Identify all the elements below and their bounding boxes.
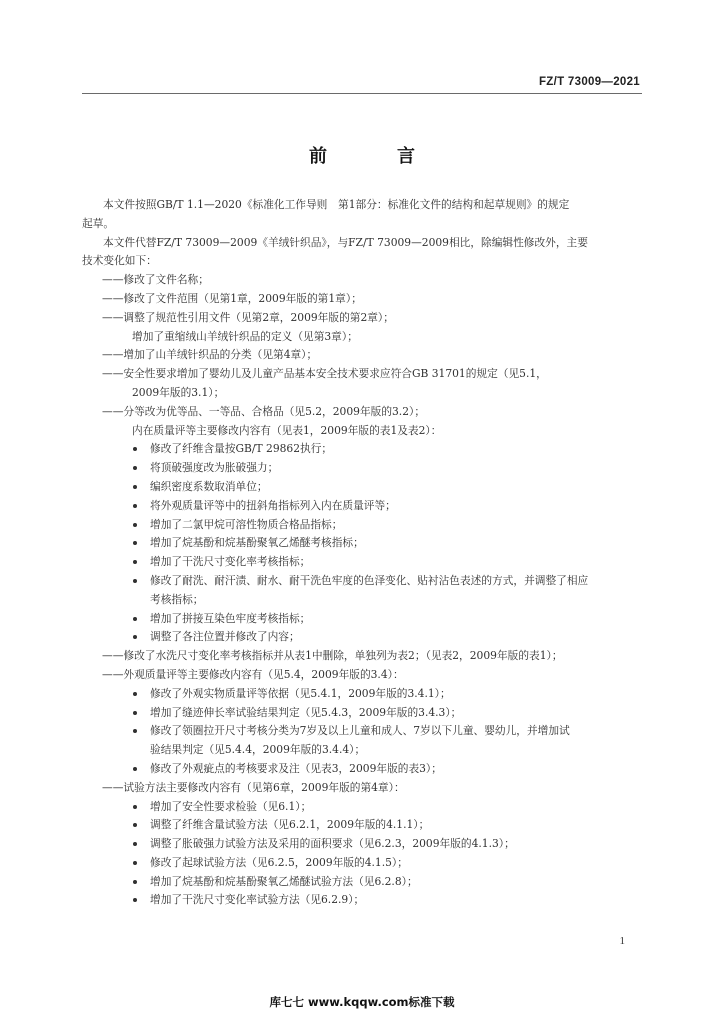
bullet-text: 调整了纤维含量试验方法（见6.2.1，2009年版的4.1.1）； <box>150 818 430 832</box>
bullet-item <box>82 534 642 553</box>
dash-list-continuation: 2009年版的3.1）； <box>132 385 225 399</box>
page-number: 1 <box>619 935 625 947</box>
bullet-text: 修改了耐洗、耐汗渍、耐水、耐干洗色牢度的色泽变化、贴衬沾色表述的方式，并调整了相应 <box>150 573 589 587</box>
header-rule <box>82 93 642 94</box>
bullet-item <box>82 478 642 497</box>
dash-list-item: ——安全性要求增加了婴幼儿及儿童产品基本安全技术要求应符合GB 31701的规定（见5.1， <box>102 367 547 381</box>
bullet-text: 调整了各注位置并修改了内容； <box>150 630 300 644</box>
bullet-item <box>82 854 642 873</box>
bullet-item <box>82 497 642 516</box>
dash-list-item: ——修改了文件名称； <box>102 273 209 287</box>
bullet-item <box>82 628 642 647</box>
dash-list-item: ——增加了山羊绒针织品的分类（见第4章）； <box>102 348 318 362</box>
bullet-item <box>82 722 642 741</box>
bullet-item <box>82 516 642 535</box>
bullet-text: 增加了缝迹伸长率试验结果判定（见5.4.3，2009年版的3.4.3）； <box>150 705 462 719</box>
bullet-dot-icon <box>133 805 137 809</box>
bullet-item <box>82 572 642 591</box>
bullet-text: 编织密度系数取消单位； <box>150 479 268 493</box>
bullet-text: 增加了安全性要求检验（见6.1）； <box>150 799 312 813</box>
dash-list-item: ——分等改为优等品、一等品、合格品（见5.2，2009年版的3.2）； <box>102 404 426 418</box>
paragraph-continuation: 技术变化如下： <box>82 254 157 268</box>
bullet-item <box>82 553 642 572</box>
bullet-dot-icon <box>133 579 137 583</box>
section-title: 前 言 <box>309 146 441 167</box>
bullet-dot-icon <box>133 861 137 865</box>
document-code: FZ/T 73009—2021 <box>538 76 640 88</box>
paragraph-continuation: 起草。 <box>82 216 115 230</box>
bullet-dot-icon <box>133 880 137 884</box>
bullet-item <box>82 685 642 704</box>
bullet-item <box>82 440 642 459</box>
paragraph-line: 本文件按照GB/T 1.1—2020《标准化工作导则 第1部分：标准化文件的结构和起草规则》的规定 <box>103 198 570 211</box>
bullet-item <box>82 760 642 779</box>
footer-watermark: 库七七 www.kqqw.com标准下载 <box>269 995 455 1009</box>
bullet-text: 修改了领圈拉开尺寸考核分类为7岁及以上儿童和成人、7岁以下儿童、婴幼儿，并增加试 <box>150 724 570 738</box>
bullet-text: 修改了外观实物质量评等依据（见5.4.1，2009年版的3.4.1）； <box>150 686 451 700</box>
bullet-text: 增加了干洗尺寸变化率试验方法（见6.2.9）； <box>150 893 365 907</box>
bullet-text: 修改了外观疵点的考核要求及注（见表3，2009年版的表3）； <box>150 761 442 775</box>
bullet-item <box>82 798 642 817</box>
bullet-dot-icon <box>133 485 137 489</box>
bullet-text: 修改了纤维含量按GB/T 29862执行； <box>150 442 333 456</box>
bullet-item <box>82 459 642 478</box>
bullet-item <box>82 816 642 835</box>
dash-list-item: ——修改了文件范围（见第1章，2009年版的第1章）； <box>102 291 362 305</box>
dash-list-continuation: 增加了重缩绒山羊绒针织品的定义（见第3章）； <box>132 329 358 343</box>
bullet-text: 增加了烷基酚和烷基酚聚氧乙烯醚考核指标； <box>150 536 364 550</box>
sub-heading-line: 内在质量评等主要修改内容有（见表1，2009年版的表1及表2）： <box>132 423 442 437</box>
bullet-dot-icon <box>133 617 137 621</box>
dash-list-item: ——试验方法主要修改内容有（见第6章，2009年版的第4章）： <box>102 780 405 794</box>
bullet-item <box>82 873 642 892</box>
bullet-text: 增加了烷基酚和烷基酚聚氧乙烯醚试验方法（见6.2.8）； <box>150 874 418 888</box>
bullet-text: 将顶破强度改为胀破强力； <box>150 461 279 475</box>
bullet-text: 修改了起球试验方法（见6.2.5，2009年版的4.1.5）； <box>150 855 408 869</box>
bullet-text: 增加了拼接互染色牢度考核指标； <box>150 611 311 625</box>
bullet-text: 调整了胀破强力试验方法及采用的面积要求（见6.2.3，2009年版的4.1.3）； <box>150 837 515 851</box>
bullet-dot-icon <box>133 711 137 715</box>
bullet-dot-icon <box>133 692 137 696</box>
bullet-dot-icon <box>133 523 137 527</box>
bullet-text: 增加了干洗尺寸变化率考核指标； <box>150 555 311 569</box>
bullet-item <box>82 610 642 629</box>
bullet-dot-icon <box>133 504 137 508</box>
bullet-continuation: 考核指标； <box>150 592 204 606</box>
bullet-item <box>82 835 642 854</box>
bullet-item <box>82 891 642 910</box>
bullet-text: 增加了二氯甲烷可溶性物质合格品指标； <box>150 517 343 531</box>
foreword-body <box>82 196 642 910</box>
paragraph-line: 本文件代替FZ/T 73009—2009《羊绒针织品》，与FZ/T 73009—2009相比，除编辑性修改外，主要 <box>103 235 588 249</box>
dash-list-item: ——修改了水洗尺寸变化率考核指标并从表1中删除，单独列为表2；（见表2，2009年版的表1）； <box>102 649 563 663</box>
dash-list-item: ——调整了规范性引用文件（见第2章，2009年版的第2章）； <box>102 310 394 324</box>
dash-list-item: ——外观质量评等主要修改内容有（见5.4，2009年版的3.4）： <box>102 667 404 681</box>
bullet-text: 将外观质量评等中的扭斜角指标列入内在质量评等； <box>150 498 396 512</box>
bullet-dot-icon <box>133 767 137 771</box>
bullet-item <box>82 704 642 723</box>
bullet-continuation: 验结果判定（见5.4.4，2009年版的3.4.4）； <box>150 743 366 757</box>
